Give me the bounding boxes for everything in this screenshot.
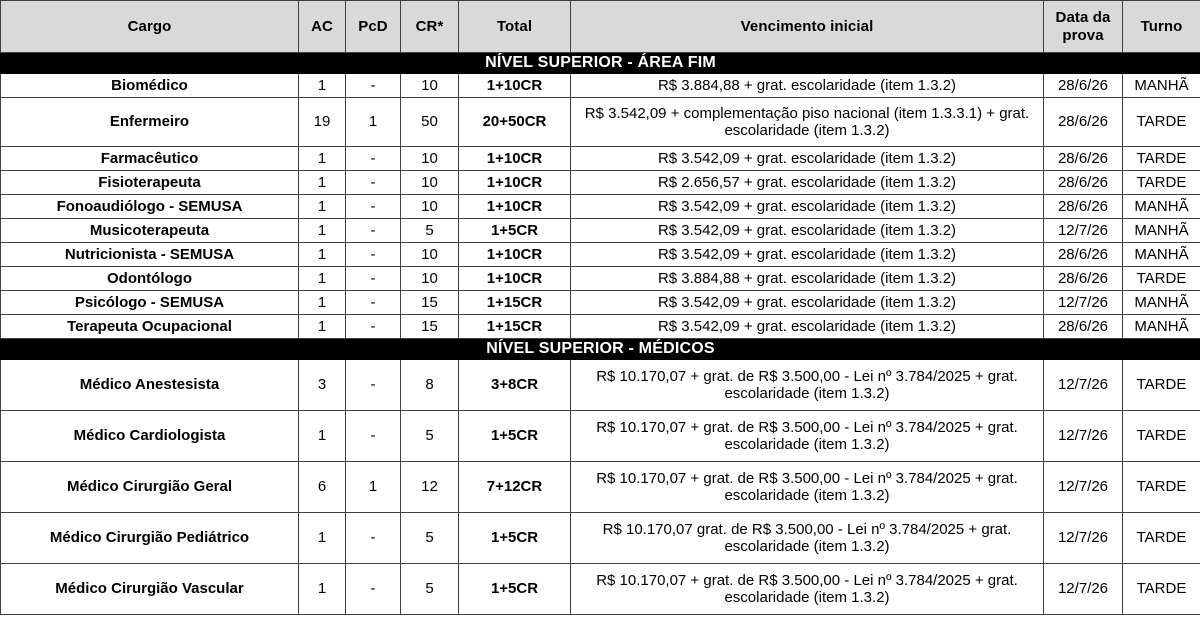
row-pcd: - [346, 513, 401, 564]
row-turno: TARDE [1123, 267, 1200, 291]
table-row [1, 74, 1200, 98]
column-header-total: Total [459, 1, 571, 53]
row-total: 1+10CR [459, 243, 571, 267]
table-row [1, 195, 1200, 219]
row-turno: MANHÃ [1123, 219, 1200, 243]
row-turno: TARDE [1123, 462, 1200, 513]
row-ac: 1 [299, 243, 346, 267]
row-turno: TARDE [1123, 411, 1200, 462]
row-data-prova: 12/7/26 [1044, 462, 1123, 513]
table-row [1, 291, 1200, 315]
row-vencimento: R$ 3.542,09 + grat. escolaridade (item 1.3.2) [571, 291, 1044, 315]
row-turno: TARDE [1123, 360, 1200, 411]
row-vencimento: R$ 3.884,88 + grat. escolaridade (item 1.3.2) [571, 267, 1044, 291]
row-ac: 1 [299, 171, 346, 195]
row-pcd: - [346, 243, 401, 267]
row-turno: MANHÃ [1123, 195, 1200, 219]
table-row [1, 462, 1200, 513]
row-pcd: - [346, 267, 401, 291]
row-data-prova: 12/7/26 [1044, 564, 1123, 615]
row-data-prova: 28/6/26 [1044, 98, 1123, 147]
row-ac: 1 [299, 564, 346, 615]
column-header-turno: Turno [1123, 1, 1200, 53]
row-vencimento: R$ 3.542,09 + grat. escolaridade (item 1.3.2) [571, 243, 1044, 267]
row-ac: 1 [299, 513, 346, 564]
section-banner-row [1, 53, 1200, 74]
row-total: 20+50CR [459, 98, 571, 147]
table-row [1, 564, 1200, 615]
row-cargo: Fonoaudiólogo - SEMUSA [1, 195, 299, 219]
row-cargo: Médico Cirurgião Vascular [1, 564, 299, 615]
row-ac: 6 [299, 462, 346, 513]
table-row [1, 315, 1200, 339]
row-ac: 3 [299, 360, 346, 411]
row-ac: 1 [299, 195, 346, 219]
table-row [1, 513, 1200, 564]
column-header-pcd: PcD [346, 1, 401, 53]
row-data-prova: 12/7/26 [1044, 360, 1123, 411]
row-vencimento: R$ 3.542,09 + grat. escolaridade (item 1.3.2) [571, 147, 1044, 171]
row-cr: 8 [401, 360, 459, 411]
row-pcd: - [346, 147, 401, 171]
section-banner-row [1, 339, 1200, 360]
table-row [1, 411, 1200, 462]
row-cr: 10 [401, 147, 459, 171]
row-vencimento: R$ 3.542,09 + grat. escolaridade (item 1.3.2) [571, 195, 1044, 219]
header-row [1, 1, 1200, 53]
row-vencimento: R$ 3.542,09 + complementação piso nacional (item 1.3.3.1) + grat. escolaridade (item 1.3.2) [571, 98, 1044, 147]
row-ac: 1 [299, 315, 346, 339]
row-pcd: 1 [346, 462, 401, 513]
row-pcd: - [346, 195, 401, 219]
table-body [1, 53, 1200, 615]
row-data-prova: 28/6/26 [1044, 171, 1123, 195]
column-header-cr: CR* [401, 1, 459, 53]
row-pcd: 1 [346, 98, 401, 147]
section-banner-label: NÍVEL SUPERIOR - MÉDICOS [1, 339, 1200, 360]
row-vencimento: R$ 3.542,09 + grat. escolaridade (item 1.3.2) [571, 219, 1044, 243]
row-cr: 10 [401, 171, 459, 195]
row-turno: TARDE [1123, 171, 1200, 195]
row-total: 1+10CR [459, 171, 571, 195]
table-header [1, 1, 1200, 53]
row-turno: MANHÃ [1123, 243, 1200, 267]
row-cargo: Terapeuta Ocupacional [1, 315, 299, 339]
row-cargo: Médico Cirurgião Geral [1, 462, 299, 513]
row-turno: MANHÃ [1123, 315, 1200, 339]
table-row [1, 267, 1200, 291]
row-data-prova: 12/7/26 [1044, 291, 1123, 315]
row-total: 1+10CR [459, 147, 571, 171]
column-header-vencimento: Vencimento inicial [571, 1, 1044, 53]
row-cargo: Médico Cardiologista [1, 411, 299, 462]
row-pcd: - [346, 315, 401, 339]
row-turno: TARDE [1123, 564, 1200, 615]
row-total: 3+8CR [459, 360, 571, 411]
row-total: 1+5CR [459, 513, 571, 564]
row-ac: 1 [299, 147, 346, 171]
row-data-prova: 28/6/26 [1044, 267, 1123, 291]
row-total: 1+5CR [459, 219, 571, 243]
row-vencimento: R$ 3.884,88 + grat. escolaridade (item 1.3.2) [571, 74, 1044, 98]
row-vencimento: R$ 10.170,07 grat. de R$ 3.500,00 - Lei nº 3.784/2025 + grat. escolaridade (item 1.3.2) [571, 513, 1044, 564]
table-row [1, 147, 1200, 171]
row-pcd: - [346, 564, 401, 615]
row-cr: 15 [401, 315, 459, 339]
row-pcd: - [346, 360, 401, 411]
row-total: 1+10CR [459, 195, 571, 219]
data-prova-line2: prova [1062, 26, 1104, 44]
row-cargo: Enfermeiro [1, 98, 299, 147]
row-cargo: Odontólogo [1, 267, 299, 291]
row-data-prova: 12/7/26 [1044, 513, 1123, 564]
row-pcd: - [346, 171, 401, 195]
row-cr: 10 [401, 243, 459, 267]
row-data-prova: 28/6/26 [1044, 147, 1123, 171]
row-cargo: Fisioterapeuta [1, 171, 299, 195]
row-data-prova: 12/7/26 [1044, 219, 1123, 243]
row-vencimento: R$ 10.170,07 + grat. de R$ 3.500,00 - Lei nº 3.784/2025 + grat. escolaridade (item 1.3.2) [571, 462, 1044, 513]
table-row [1, 360, 1200, 411]
row-ac: 1 [299, 219, 346, 243]
row-data-prova: 28/6/26 [1044, 74, 1123, 98]
row-pcd: - [346, 291, 401, 315]
row-ac: 1 [299, 411, 346, 462]
row-cr: 5 [401, 564, 459, 615]
table-row [1, 98, 1200, 147]
row-total: 1+5CR [459, 564, 571, 615]
row-cr: 15 [401, 291, 459, 315]
row-data-prova: 28/6/26 [1044, 315, 1123, 339]
row-cargo: Biomédico [1, 74, 299, 98]
row-vencimento: R$ 2.656,57 + grat. escolaridade (item 1.3.2) [571, 171, 1044, 195]
row-cargo: Psicólogo - SEMUSA [1, 291, 299, 315]
row-vencimento: R$ 10.170,07 + grat. de R$ 3.500,00 - Lei nº 3.784/2025 + grat. escolaridade (item 1.3.2) [571, 411, 1044, 462]
data-prova-line1: Data da [1055, 9, 1111, 27]
row-cargo: Musicoterapeuta [1, 219, 299, 243]
row-data-prova: 28/6/26 [1044, 195, 1123, 219]
row-vencimento: R$ 3.542,09 + grat. escolaridade (item 1.3.2) [571, 315, 1044, 339]
row-turno: TARDE [1123, 147, 1200, 171]
row-ac: 19 [299, 98, 346, 147]
row-cr: 50 [401, 98, 459, 147]
table-row [1, 219, 1200, 243]
row-cargo: Farmacêutico [1, 147, 299, 171]
row-total: 1+15CR [459, 315, 571, 339]
table-row [1, 171, 1200, 195]
row-ac: 1 [299, 74, 346, 98]
row-turno: MANHÃ [1123, 291, 1200, 315]
column-header-ac: AC [299, 1, 346, 53]
row-pcd: - [346, 411, 401, 462]
row-cr: 5 [401, 411, 459, 462]
row-vencimento: R$ 10.170,07 + grat. de R$ 3.500,00 - Lei nº 3.784/2025 + grat. escolaridade (item 1.3.2) [571, 564, 1044, 615]
row-total: 1+5CR [459, 411, 571, 462]
row-pcd: - [346, 74, 401, 98]
row-total: 1+10CR [459, 74, 571, 98]
row-total: 1+10CR [459, 267, 571, 291]
row-data-prova: 12/7/26 [1044, 411, 1123, 462]
row-cr: 5 [401, 513, 459, 564]
row-total: 1+15CR [459, 291, 571, 315]
row-turno: TARDE [1123, 98, 1200, 147]
row-ac: 1 [299, 291, 346, 315]
row-cr: 12 [401, 462, 459, 513]
row-cargo: Médico Anestesista [1, 360, 299, 411]
row-cr: 10 [401, 195, 459, 219]
row-cr: 5 [401, 219, 459, 243]
row-data-prova: 28/6/26 [1044, 243, 1123, 267]
row-total: 7+12CR [459, 462, 571, 513]
row-cargo: Nutricionista - SEMUSA [1, 243, 299, 267]
row-cr: 10 [401, 74, 459, 98]
row-cr: 10 [401, 267, 459, 291]
column-header-cargo: Cargo [1, 1, 299, 53]
row-turno: MANHÃ [1123, 74, 1200, 98]
row-turno: TARDE [1123, 513, 1200, 564]
column-header-data-prova [1044, 1, 1123, 53]
row-ac: 1 [299, 267, 346, 291]
row-vencimento: R$ 10.170,07 + grat. de R$ 3.500,00 - Lei nº 3.784/2025 + grat. escolaridade (item 1.3.2) [571, 360, 1044, 411]
row-cargo: Médico Cirurgião Pediátrico [1, 513, 299, 564]
row-pcd: - [346, 219, 401, 243]
table-row [1, 243, 1200, 267]
section-banner-label: NÍVEL SUPERIOR - ÁREA FIM [1, 53, 1200, 74]
